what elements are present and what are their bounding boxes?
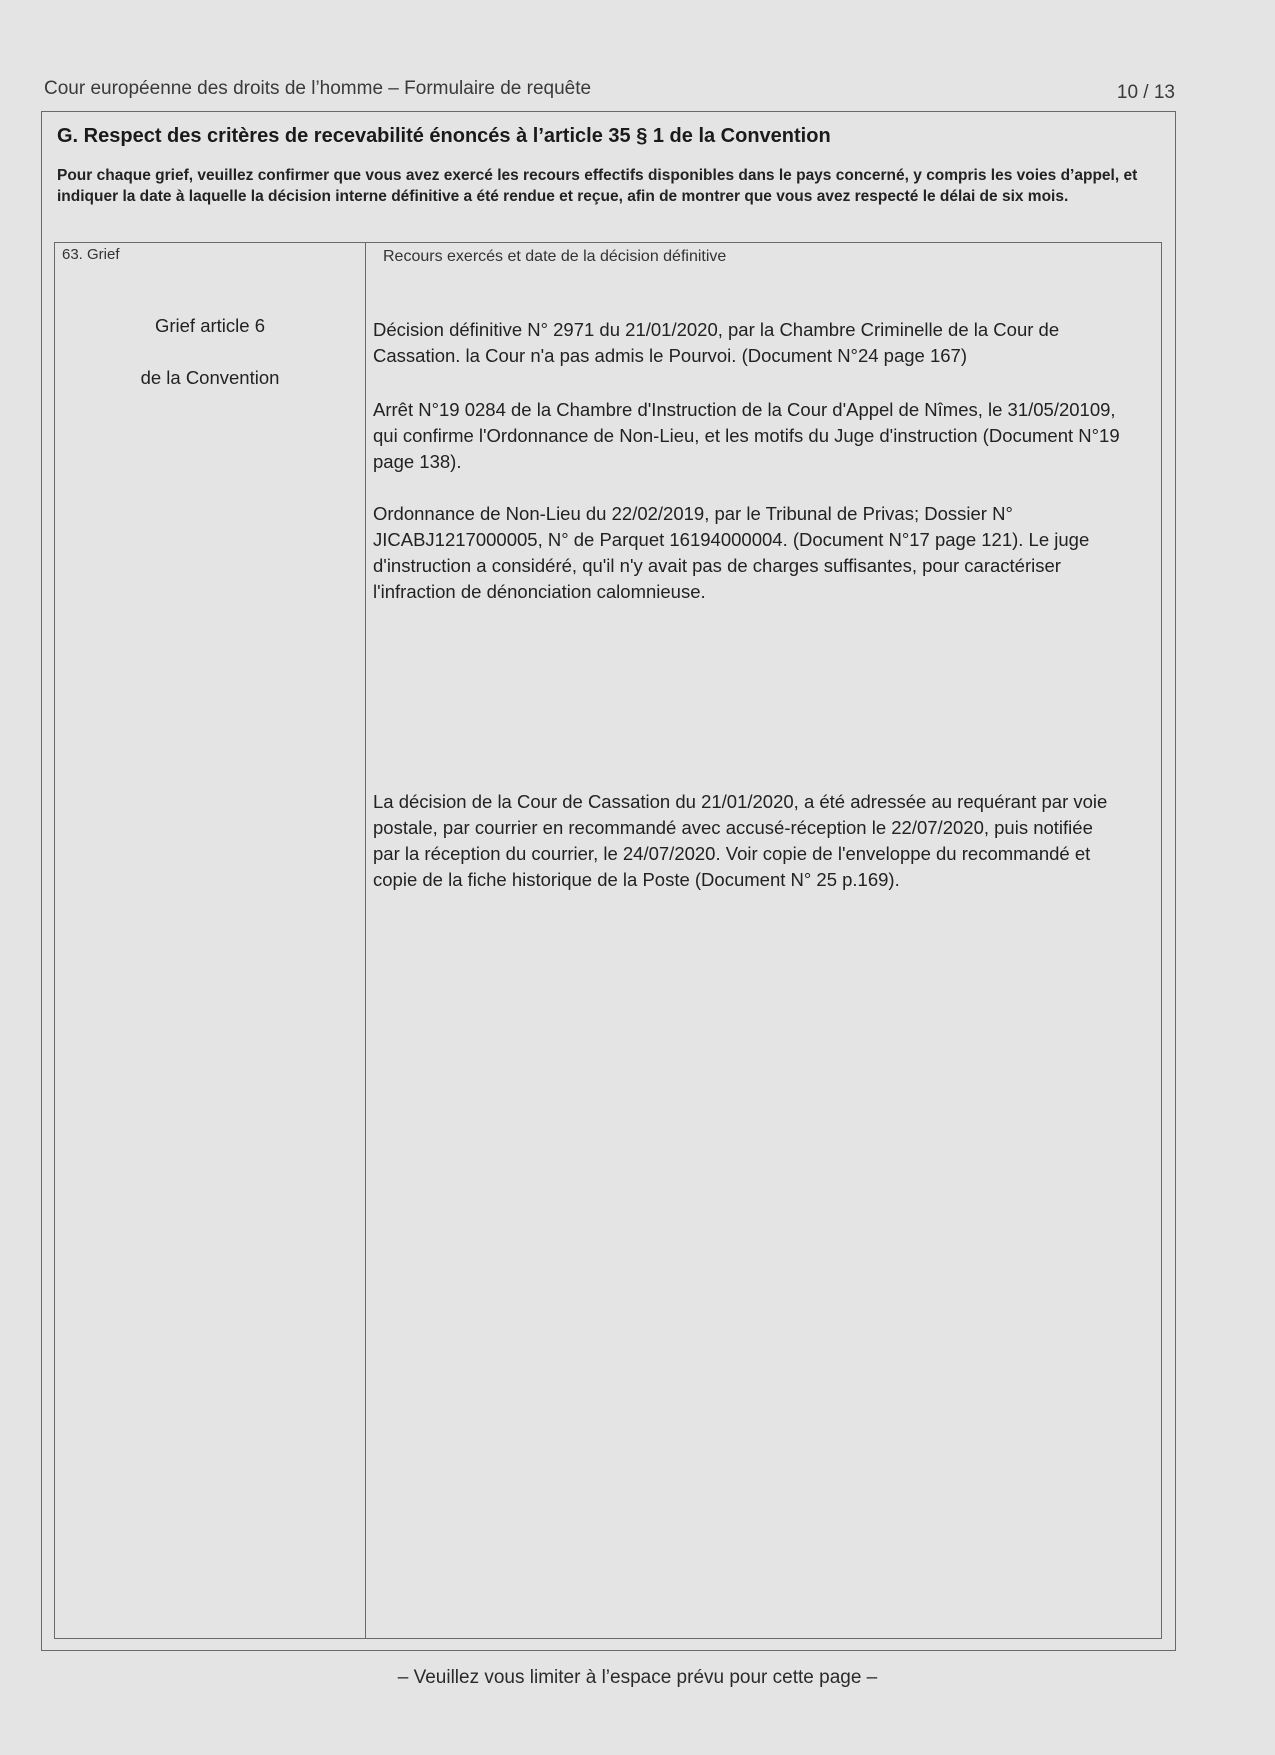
remedy-paragraph-4: La décision de la Cour de Cassation du 21/01/2020, a été adressée au requérant par voie postale, par courrier en recommandé avec accusé-réception le 22/07/2020, puis notifiée par la réception du courrier, le 24/07/2020. Voir copie de l'enveloppe du recommandé et copie de la fiche historique de la Poste (Document N° 25 p.169).	[373, 791, 1108, 890]
grief-text-line-2: de la Convention	[140, 367, 280, 388]
remedy-paragraph-3: Ordonnance de Non-Lieu du 22/02/2019, par le Tribunal de Privas; Dossier N° JICABJ1217000005, N° de Parquet 16194000004. (Document N°17 page 121). Le juge d'instruction a considéré, qu'il n'y avait pas de charges suffisantes, pour caractériser l'infraction de dénonciation calomnieuse.	[373, 503, 1090, 602]
grief-column-header: 63. Grief	[62, 246, 120, 263]
page-number: 10 / 13	[1116, 82, 1175, 103]
column-divider	[365, 243, 366, 1638]
form-header-title: Cour européenne des droits de l’homme – Formulaire de requête	[44, 78, 592, 99]
remedy-paragraph-1: Décision définitive N° 2971 du 21/01/2020, par la Chambre Criminelle de la Cour de Cassation. la Cour n'a pas admis le Pourvoi. (Document N°24 page 167)	[373, 319, 1060, 366]
section-frame	[41, 111, 1176, 1651]
section-instruction: Pour chaque grief, veuillez confirmer que vous avez exercé les recours effectifs disponibles dans le pays concerné, y compris les voies d’appel, et indiquer la date à laquelle la décision interne définitive a été rendue et reçue, afin de montrer que vous avez respecté le délai de six mois.	[57, 167, 1138, 205]
remedy-paragraph-2: Arrêt N°19 0284 de la Chambre d'Instruction de la Cour d'Appel de Nîmes, le 31/05/20109, qui confirme l'Ordonnance de Non-Lieu, et les motifs du Juge d'instruction (Document N°19 page 138).	[373, 399, 1120, 472]
section-title: G. Respect des critères de recevabilité énoncés à l’article 35 § 1 de la Convention	[57, 125, 831, 147]
remedies-column-header: Recours exercés et date de la décision définitive	[383, 248, 727, 265]
page-footer-note: – Veuillez vous limiter à l’espace prévu pour cette page –	[397, 1667, 878, 1688]
grief-text-line-1: Grief article 6	[154, 315, 265, 336]
grief-table	[54, 242, 1162, 1639]
